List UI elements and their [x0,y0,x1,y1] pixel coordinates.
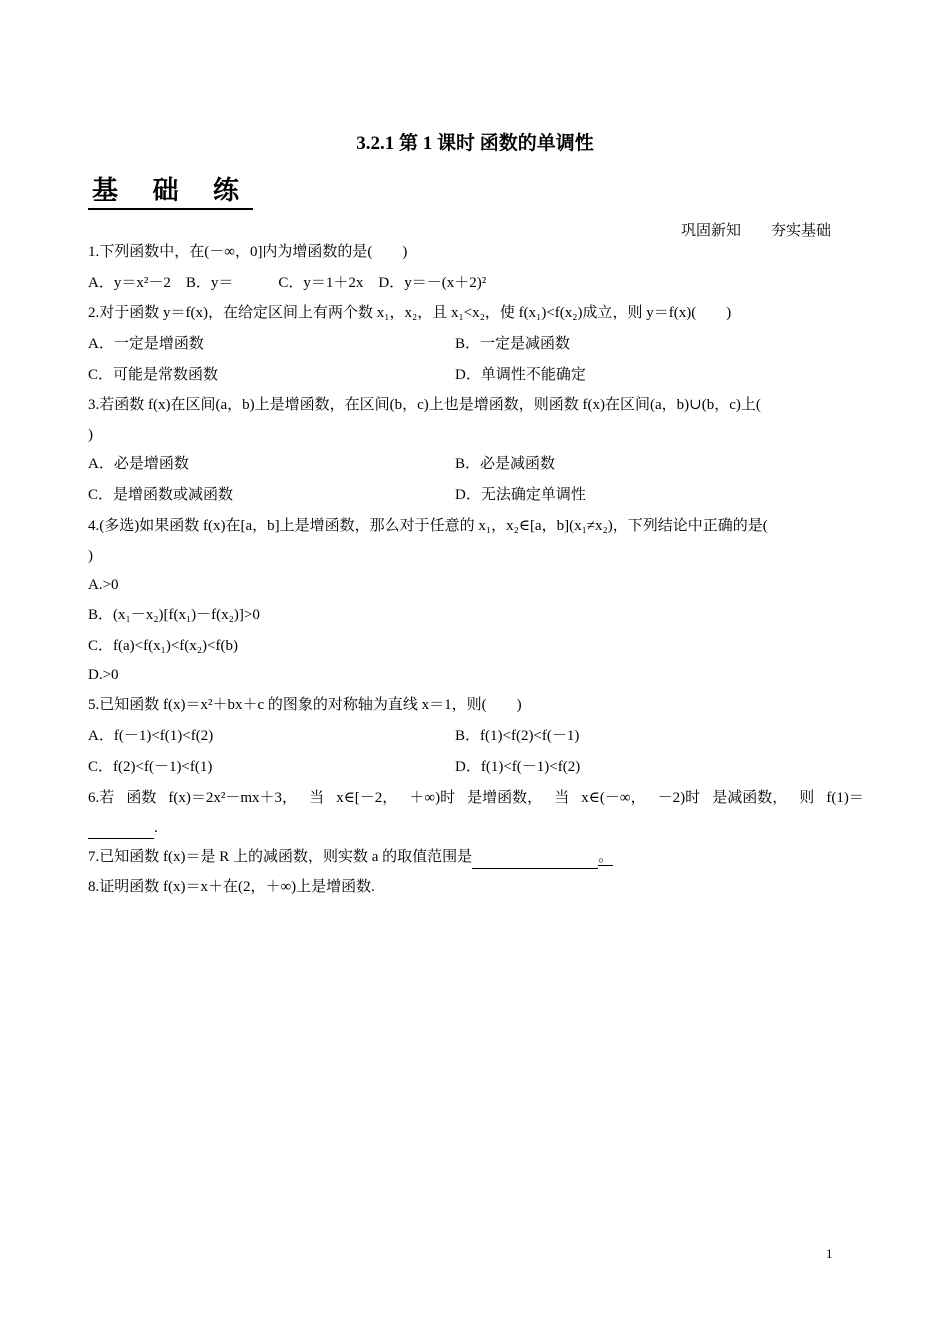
option: B．一定是减函数 [455,336,571,352]
section-subtitle [681,219,861,240]
option: A．一定是增函数 [88,336,204,352]
stem-part: ＋∞)时 [409,790,456,806]
page-number: 1 [826,1246,833,1261]
answer-blank[interactable] [472,851,598,869]
option: C．f(2)<f(－1)<f(1) [88,759,213,775]
option: D.>0 [88,667,119,683]
question-1-options [88,272,486,294]
question-3-stem-cont: ) [88,427,93,443]
stem-part: 当 [554,790,570,806]
question-6-stem [88,787,864,809]
answer-blank[interactable] [88,821,154,839]
option: B．必是减函数 [455,456,556,472]
option: A．y＝x²－2 [88,275,171,291]
period: . [154,820,158,836]
option: C．y＝1＋2x [278,275,364,291]
option: B．y＝ [185,275,234,291]
stem-part: 当 [309,790,325,806]
subtitle-part: 巩固新知 [681,223,742,239]
stem-part: f(x)＝2x²－mx＋3， [168,790,298,806]
question-3-stem: 3.若函数 f(x)在区间(a，b)上是增函数，在区间(b，c)上也是增函数，则函数 f(x)在区间(a，b)∪(b，c)上( [88,397,761,413]
stem-part: 6.若 [88,790,115,806]
question-7-stem [88,846,613,869]
stem-text: 7.已知函数 f(x)＝是 R 上的减函数，则实数 a 的取值范围是 [88,849,473,865]
question-1-stem: 1.下列函数中，在(－∞，0]内为增函数的是( ) [88,244,408,260]
option: D．f(1)<f(－1)<f(2) [455,759,581,775]
stem-part: 函数 [126,790,157,806]
option: B．(x₁－x₂)[f(x₁)－f(x₂)]>0 [88,607,260,623]
question-4-stem: 4.(多选)如果函数 f(x)在[a，b]上是增函数，那么对于任意的 x₁，x₂∈[a，b](x₁≠x₂)，下列结论中正确的是( [88,518,768,534]
option: D．y＝－(x＋2)² [378,275,487,291]
stem-part: 是减函数， [712,790,788,806]
stem-part: f(1)＝ [826,790,864,806]
question-4-stem-cont: ) [88,548,93,564]
period: 。 [598,849,614,865]
option: C．f(a)<f(x₁)<f(x₂)<f(b) [88,638,238,654]
option: B．f(1)<f(2)<f(－1) [455,728,580,744]
section-heading: 基 础 练 [88,176,253,210]
stem-part: 是增函数， [467,790,543,806]
subtitle-part: 夯实基础 [771,223,832,239]
option: D．无法确定单调性 [455,487,586,503]
question-6-answer [88,817,158,839]
stem-part: －2)时 [657,790,701,806]
question-2-stem: 2.对于函数 y＝f(x)，在给定区间上有两个数 x₁，x₂，且 x₁<x₂，使 f(x₁)<f(x₂)成立，则 y＝f(x)( ) [88,305,732,321]
option: A.>0 [88,577,119,593]
stem-part: x∈(－∞， [581,790,646,806]
stem-part: x∈[－2， [336,790,398,806]
question-5-stem: 5.已知函数 f(x)＝x²＋bx＋c 的图象的对称轴为直线 x＝1，则( ) [88,697,522,713]
option: D．单调性不能确定 [455,367,586,383]
option: A．必是增函数 [88,456,189,472]
option: C．是增函数或减函数 [88,487,234,503]
option: C．可能是常数函数 [88,367,219,383]
question-8-stem: 8.证明函数 f(x)＝x＋在(2，＋∞)上是增函数. [88,879,375,895]
option: A．f(－1)<f(1)<f(2) [88,728,214,744]
page-title: 3.2.1 第 1 课时 函数的单调性 [356,133,594,154]
stem-part: 则 [799,790,815,806]
